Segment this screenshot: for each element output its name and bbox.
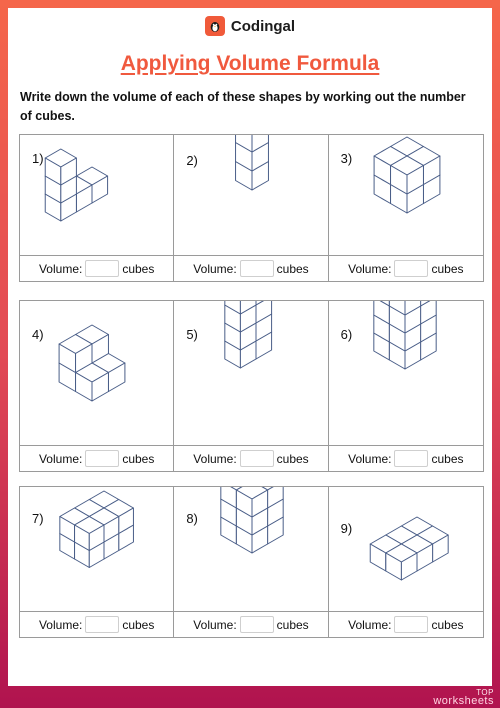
cube-figure — [329, 301, 483, 446]
answer-row — [174, 446, 327, 471]
footer-line-2: worksheets — [433, 695, 494, 707]
volume-label: Volume: — [38, 261, 83, 276]
codingal-logo-icon — [205, 16, 225, 36]
problem-cell-1 — [20, 135, 174, 281]
problem-number: 9) — [340, 521, 353, 536]
problem-number: 3) — [340, 151, 353, 166]
page-title: Applying Volume Formula — [120, 52, 380, 75]
cube-figure — [329, 487, 483, 612]
problem-number: 6) — [340, 327, 353, 342]
figure-area — [329, 301, 483, 446]
figure-area — [174, 301, 327, 446]
problem-number: 7) — [32, 511, 44, 526]
figure-area — [329, 135, 483, 256]
problem-cell-6 — [329, 301, 483, 471]
answer-row — [20, 446, 173, 471]
answer-blank[interactable] — [85, 616, 119, 633]
problem-row-3 — [19, 486, 484, 638]
problem-row-1 — [19, 134, 484, 282]
instructions: Write down the volume of each of these shapes by working out the number of cubes. — [20, 90, 466, 123]
problem-cell-9 — [329, 487, 483, 637]
answer-blank[interactable] — [240, 616, 274, 633]
answer-blank[interactable] — [240, 260, 274, 277]
problem-cell-4 — [20, 301, 174, 471]
problem-cell-2 — [174, 135, 328, 281]
cube-figure — [20, 135, 174, 256]
volume-label: Volume: — [348, 451, 392, 466]
volume-label: Volume: — [193, 261, 237, 276]
problem-cell-8 — [174, 487, 328, 637]
figure-area — [20, 135, 173, 256]
unit-label: cubes — [431, 617, 464, 632]
answer-row — [174, 612, 327, 637]
answer-blank[interactable] — [240, 450, 274, 467]
unit-label: cubes — [276, 617, 309, 632]
unit-label: cubes — [276, 451, 309, 466]
top-worksheets-logo — [433, 688, 494, 706]
answer-blank[interactable] — [394, 616, 428, 633]
unit-label: cubes — [122, 451, 155, 466]
unit-label: cubes — [276, 261, 309, 276]
problem-cell-7 — [20, 487, 174, 637]
figure-area — [174, 135, 327, 256]
volume-label: Volume: — [38, 451, 83, 466]
answer-row — [20, 256, 173, 281]
cube-figure — [174, 301, 328, 446]
problem-number: 4) — [32, 327, 44, 342]
problem-row-2 — [19, 300, 484, 472]
problem-number: 1) — [32, 151, 44, 166]
figure-area — [174, 487, 327, 612]
unit-label: cubes — [122, 617, 155, 632]
answer-blank[interactable] — [85, 260, 119, 277]
volume-label: Volume: — [38, 617, 83, 632]
problem-cell-5 — [174, 301, 328, 471]
volume-label: Volume: — [193, 451, 237, 466]
answer-blank[interactable] — [85, 450, 119, 467]
figure-area — [329, 487, 483, 612]
problem-number: 8) — [186, 511, 198, 526]
answer-blank[interactable] — [394, 260, 428, 277]
brand-name: Codingal — [230, 17, 296, 35]
volume-label: Volume: — [348, 617, 392, 632]
cube-figure — [174, 487, 328, 612]
unit-label: cubes — [122, 261, 155, 276]
cube-figure — [20, 301, 174, 446]
footer-line-1: TOP — [476, 688, 494, 697]
figure-area — [20, 301, 173, 446]
unit-label: cubes — [431, 451, 464, 466]
answer-row — [329, 256, 483, 281]
answer-blank[interactable] — [394, 450, 428, 467]
answer-row — [20, 612, 173, 637]
brand-header — [8, 16, 492, 36]
problem-number: 5) — [186, 327, 198, 342]
worksheet — [8, 8, 492, 686]
cube-figure — [20, 487, 174, 612]
answer-row — [329, 446, 483, 471]
cube-figure — [329, 135, 483, 256]
volume-label: Volume: — [348, 261, 392, 276]
answer-row — [174, 256, 327, 281]
unit-label: cubes — [431, 261, 464, 276]
problem-cell-3 — [329, 135, 483, 281]
problem-number: 2) — [186, 153, 198, 168]
cube-figure — [174, 135, 328, 256]
answer-row — [329, 612, 483, 637]
figure-area — [20, 487, 173, 612]
volume-label: Volume: — [193, 617, 237, 632]
